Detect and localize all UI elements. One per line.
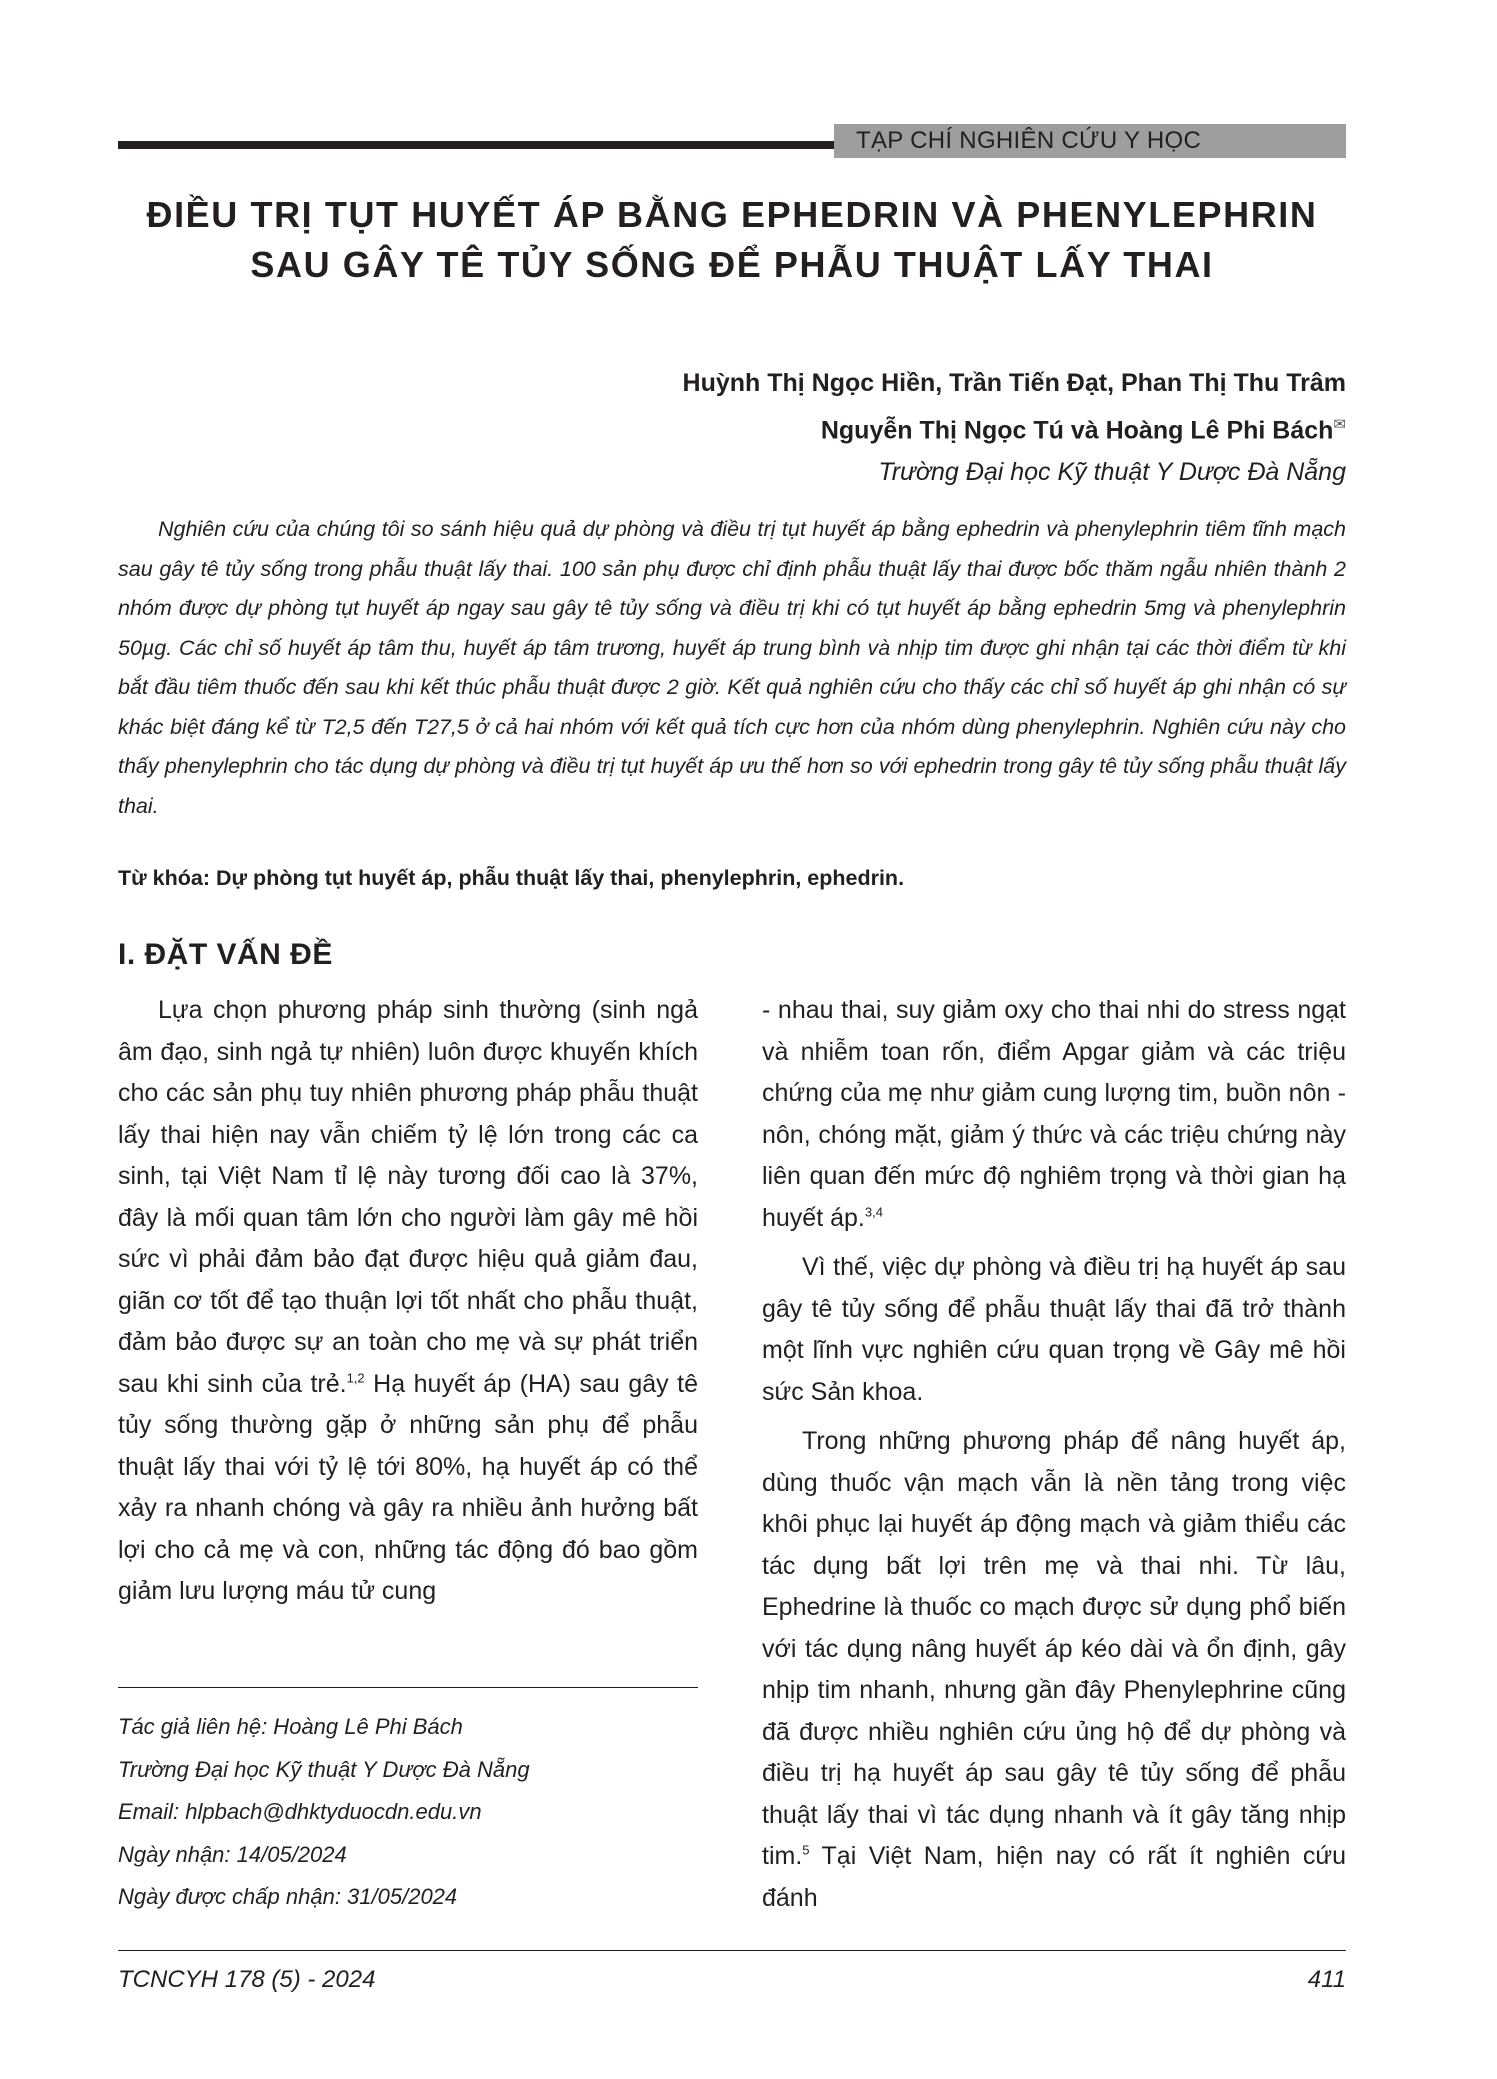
paragraph-text: Hạ huyết áp (HA) sau gây tê tủy sống thường gặp ở những sản phụ để phẫu thuật lấy thai với tỷ lệ tới 80%, hạ huyết áp có thể xảy ra nhanh chóng và gây ra nhiều ảnh hưởng bất lợi cho cả mẹ và con, những tác động đó bao gồm giảm lưu lượng máu tử cung	[118, 1369, 698, 1605]
authors-line-2	[683, 404, 1346, 451]
left-column	[118, 990, 698, 1621]
citation-ref: 3,4	[864, 1204, 883, 1220]
body-paragraph	[118, 990, 698, 1613]
footer-divider	[118, 1950, 1346, 1951]
citation-ref: 5	[802, 1842, 810, 1858]
journal-name: TẠP CHÍ NGHIÊN CỨU Y HỌC	[834, 124, 1346, 158]
affiliation: Trường Đại học Kỹ thuật Y Dược Đà Nẵng	[878, 458, 1346, 487]
footnote-accepted: Ngày được chấp nhận: 31/05/2024	[118, 1884, 458, 1909]
header-rule	[118, 141, 834, 149]
footnote	[118, 1706, 698, 1919]
footnote-received: Ngày nhận: 14/05/2024	[118, 1841, 347, 1867]
authors-line-1: Huỳnh Thị Ngọc Hiền, Trần Tiến Đạt, Phan Thị Thu Trâm	[682, 369, 1346, 397]
paragraph-text: Lựa chọn phương pháp sinh thường (sinh ngả âm đạo, sinh ngả tự nhiên) luôn được khuyến khích cho các sản phụ tuy nhiên phương pháp phẫu thuật lấy thai hiện nay vẫn chiếm tỷ lệ lớn trong các ca sinh, tại Việt Nam tỉ lệ này tương đối cao là 37%, đây là mối quan tâm lớn cho người làm gây mê hồi sức vì phải đảm bảo đạt được hiệu quả giảm đau, giãn cơ tốt để tạo thuận lợi tốt nhất cho phẫu thuật, đảm bảo được sự an toàn cho mẹ và sự phát triển sau khi sinh của trẻ.	[118, 996, 698, 1398]
citation-ref: 1,2	[346, 1370, 365, 1386]
right-column	[762, 990, 1346, 1927]
envelope-icon: ✉	[1333, 416, 1346, 433]
footnote-divider	[118, 1687, 698, 1688]
authors-line-2-text: Nguyễn Thị Ngọc Tú và Hoàng Lê Phi Bách	[820, 416, 1334, 445]
footnote-contact: Tác giả liên hệ: Hoàng Lê Phi Bách	[118, 1714, 463, 1739]
footnote-institution: Trường Đại học Kỹ thuật Y Dược Đà Nẵng	[118, 1756, 530, 1782]
section-heading: I. ĐẶT VẤN ĐỀ	[118, 938, 333, 971]
paragraph-text: Tại Việt Nam, hiện nay có rất ít nghiên cứu đánh	[762, 1842, 1346, 1912]
footnote-email: Email: hlpbach@dhktyduocdn.edu.vn	[118, 1799, 482, 1824]
article-title: ĐIỀU TRỊ TỤT HUYẾT ÁP BẰNG EPHEDRIN VÀ PHENYLEPHRIN SAU GÂY TÊ TỦY SỐNG ĐỂ PHẪU THUẬT LẤY THAI	[146, 194, 1318, 285]
author-block	[683, 362, 1346, 493]
abstract: Nghiên cứu của chúng tôi so sánh hiệu quả dự phòng và điều trị tụt huyết áp bằng ephedrin và phenylephrin tiêm tĩnh mạch sau gây tê tủy sống trong phẫu thuật lấy thai. 100 sản phụ được chỉ định phẫu thuật lấy thai được bốc thăm ngẫu nhiên thành 2 nhóm được dự phòng tụt huyết áp ngay sau gây tê tủy sống và điều trị khi có tụt huyết áp bằng ephedrin 5mg và phenylephrin 50µg. Các chỉ số huyết áp tâm thu, huyết áp tâm trương, huyết áp trung bình và nhịp tim được ghi nhận tại các thời điểm từ khi bắt đầu tiêm thuốc đến sau khi kết thúc phẫu thuật được 2 giờ. Kết quả nghiên cứu cho thấy các chỉ số huyết áp ghi nhận có sự khác biệt đáng kể từ T2,5 đến T27,5 ở cả hai nhóm với kết quả tích cực hơn của nhóm dùng phenylephrin. Nghiên cứu này cho thấy phenylephrin cho tác dụng dự phòng và điều trị tụt huyết áp ưu thế hơn so với ephedrin trong gây tê tủy sống phẫu thuật lấy thai.	[118, 517, 1346, 818]
page-number: 411	[1307, 1966, 1346, 1993]
body-paragraph	[762, 1421, 1346, 1919]
paragraph-text: - nhau thai, suy giảm oxy cho thai nhi do stress ngạt và nhiễm toan rốn, điểm Apgar giảm và các triệu chứng của mẹ như giảm cung lượng tim, buồn nôn - nôn, chóng mặt, giảm ý thức và các triệu chứng này liên quan đến mức độ nghiêm trọng và thời gian hạ huyết áp.	[762, 996, 1346, 1232]
journal-citation: TCNCYH 178 (5) - 2024	[118, 1966, 376, 1993]
body-paragraph: Vì thế, việc dự phòng và điều trị hạ huyết áp sau gây tê tủy sống để phẫu thuật lấy thai đã trở thành một lĩnh vực nghiên cứu quan trọng về Gây mê hồi sức Sản khoa.	[762, 1253, 1346, 1406]
paragraph-text: Trong những phương pháp để nâng huyết áp, dùng thuốc vận mạch vẫn là nền tảng trong việc khôi phục lại huyết áp động mạch và giảm thiểu các tác dụng bất lợi trên mẹ và thai nhi. Từ lâu, Ephedrine là thuốc co mạch được sử dụng phổ biến với tác dụng nâng huyết áp kéo dài và ổn định, gây nhịp tim nhanh, nhưng gần đây Phenylephrine cũng đã được nhiều nghiên cứu ủng hộ để dự phòng và điều trị hạ huyết áp sau gây tê tủy sống để phẫu thuật lấy thai vì tác dụng nhanh và ít gây tăng nhịp tim.	[762, 1427, 1346, 1870]
keywords: Từ khóa: Dự phòng tụt huyết áp, phẫu thuật lấy thai, phenylephrin, ephedrin.	[118, 866, 905, 890]
body-paragraph	[762, 990, 1346, 1239]
